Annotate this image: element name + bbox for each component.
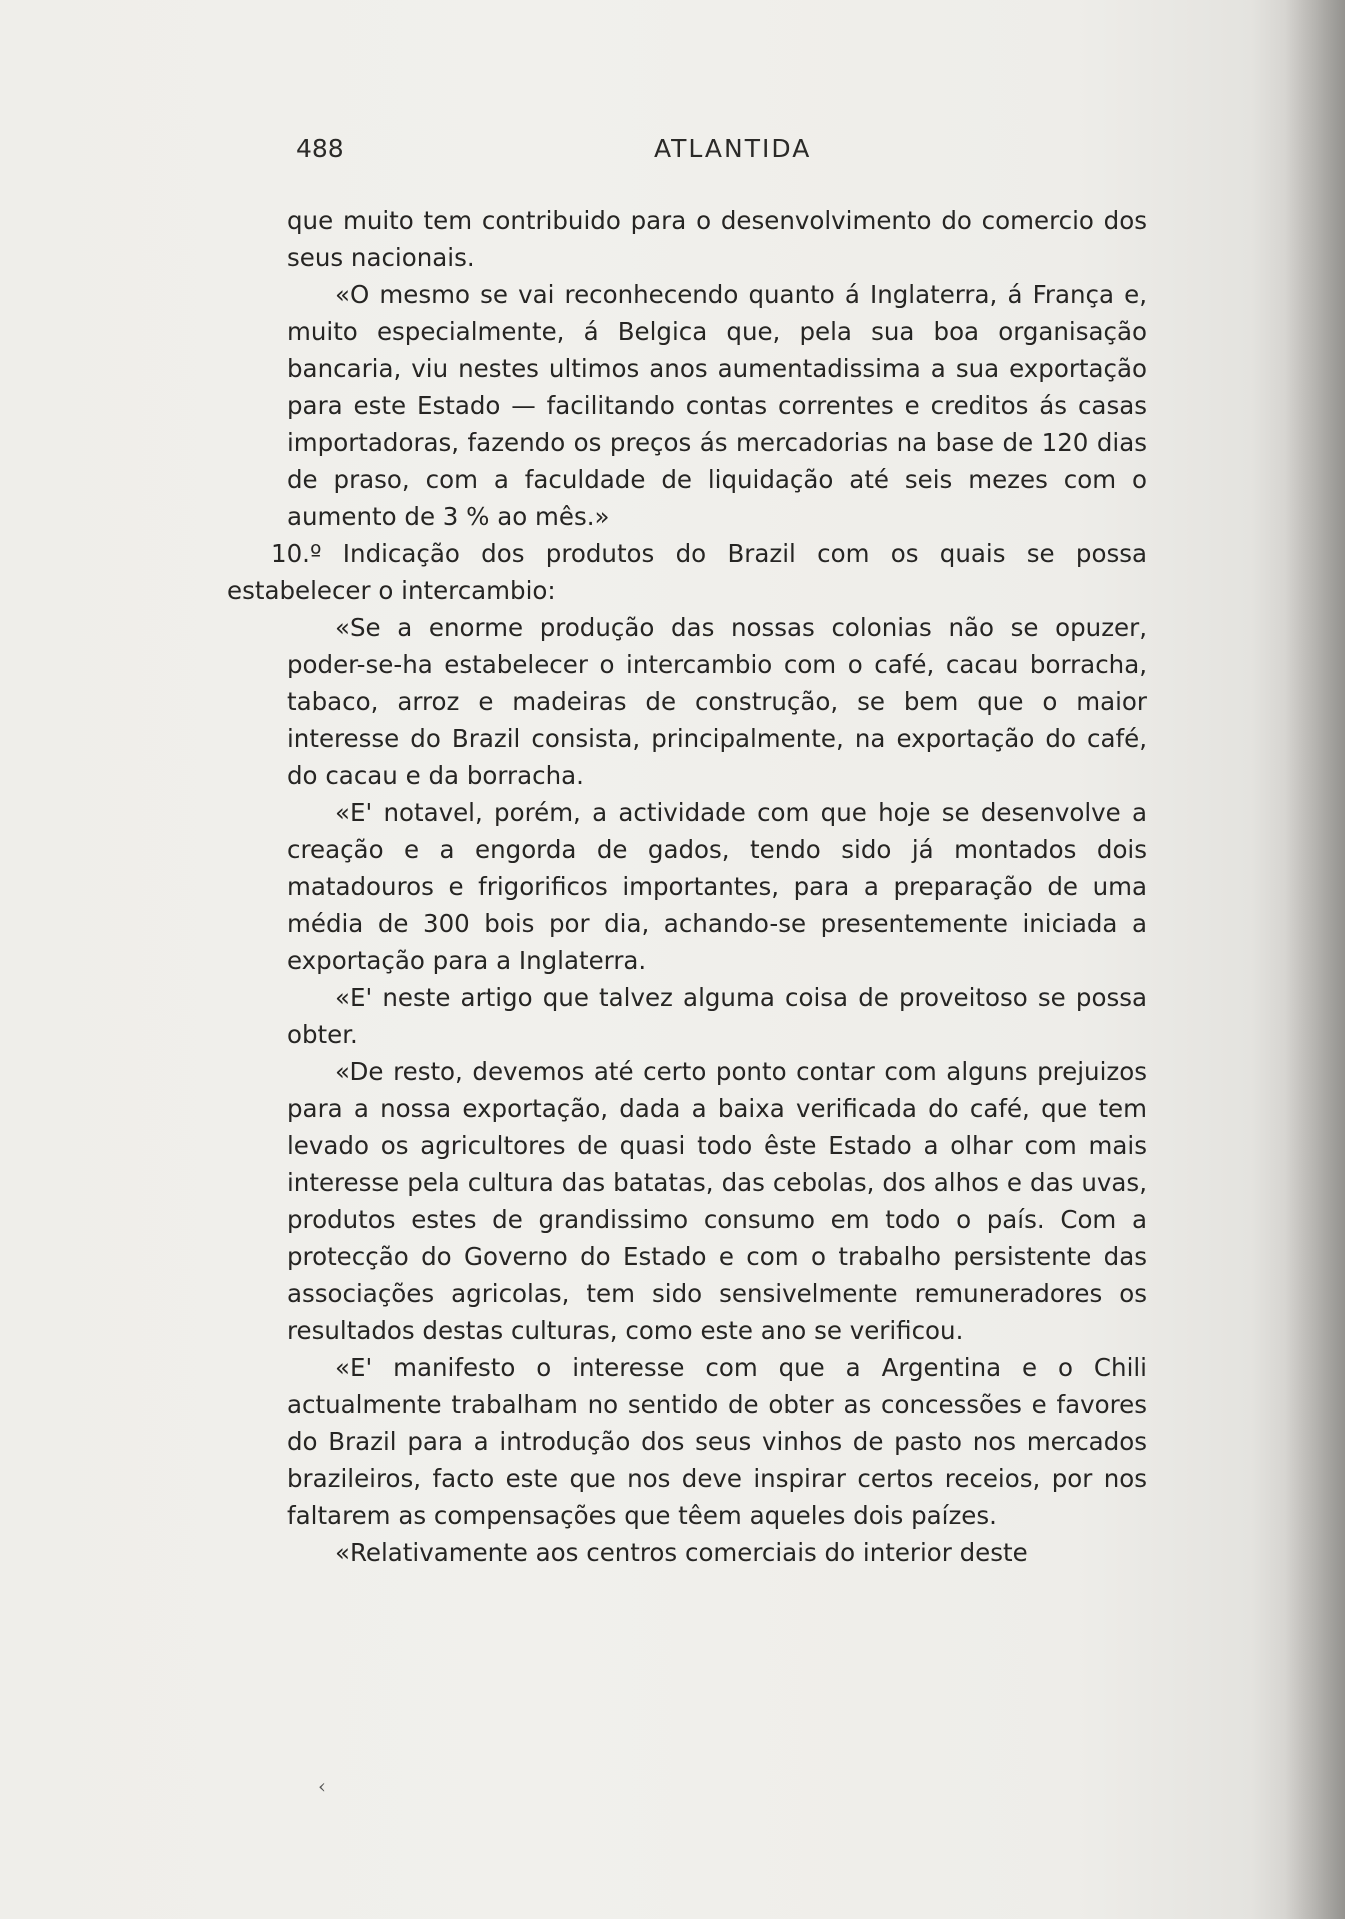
- paragraph-losses: «De resto, devemos até certo ponto contar com alguns prejuizos para a nossa exportação, dada a baixa verificada do café, que tem levado os agricultores de quasi todo êste Estado a olhar com mais interesse pela cultura das batatas, das cebolas, dos alhos e das uvas, produtos estes de grandissimo consumo em todo o país. Com a protecção do Governo do Estado e com o trabalho persistente das associações agricolas, tem sido sensivelmente remuneradores os resultados destas culturas, como este ano se verificou.: [287, 1057, 1147, 1345]
- body-text: [227, 202, 1147, 1571]
- paragraph-commercial-centres: «Relativamente aos centros comerciais do interior deste: [335, 1538, 1028, 1567]
- paragraph-argentina-chile: «E' manifesto o interesse com que a Argentina e o Chili actualmente trabalham no sentido de obter as concessões e favores do Brazil para a introdução dos seus vinhos de pasto nos mercados brazileiros, facto este que nos deve inspirar certos receios, por nos faltarem as compensações que têem aqueles dois paízes.: [287, 1353, 1147, 1530]
- running-head: [296, 134, 1156, 174]
- paragraph-cattle: «E' notavel, porém, a actividade com que hoje se desenvolve a creação e a engorda de gados, tendo sido já montados dois matadouros e frigorificos importantes, para a preparação de uma média de 300 bois por dia, achando-se presentemente iniciada a exportação para a Inglaterra.: [287, 798, 1147, 975]
- stray-ink-mark: ‹: [318, 1774, 326, 1798]
- section-heading-10: 10.º Indicação dos produtos do Brazil com os quais se possa estabelecer o intercambio:: [227, 539, 1147, 605]
- paragraph-article: «E' neste artigo que talvez alguma coisa de proveitoso se possa obter.: [287, 983, 1147, 1049]
- paragraph-banking: «O mesmo se vai reconhecendo quanto á Inglaterra, á França e, muito especialmente, á Belgica que, pela sua boa organisação bancaria, viu nestes ultimos anos aumentadissima a sua exportação para este Estado — facilitando contas correntes e creditos ás casas importadoras, fazendo os preços ás mercadorias na base de 120 dias de praso, com a faculdade de liquidação até seis mezes com o aumento de 3 % ao mês.»: [287, 280, 1147, 531]
- paragraph-products: «Se a enorme produção das nossas colonias não se opuzer, poder-se-ha estabelecer o intercambio com o café, cacau borracha, tabaco, arroz e madeiras de construção, se bem que o maior interesse do Brazil consista, principalmente, na exportação do café, do cacau e da borracha.: [287, 613, 1147, 790]
- binding-shadow: [1285, 0, 1345, 1919]
- journal-title: ATLANTIDA: [654, 134, 812, 163]
- paragraph-continuation: que muito tem contribuido para o desenvolvimento do comercio dos seus nacionais.: [287, 206, 1147, 272]
- page-number: 488: [296, 134, 344, 163]
